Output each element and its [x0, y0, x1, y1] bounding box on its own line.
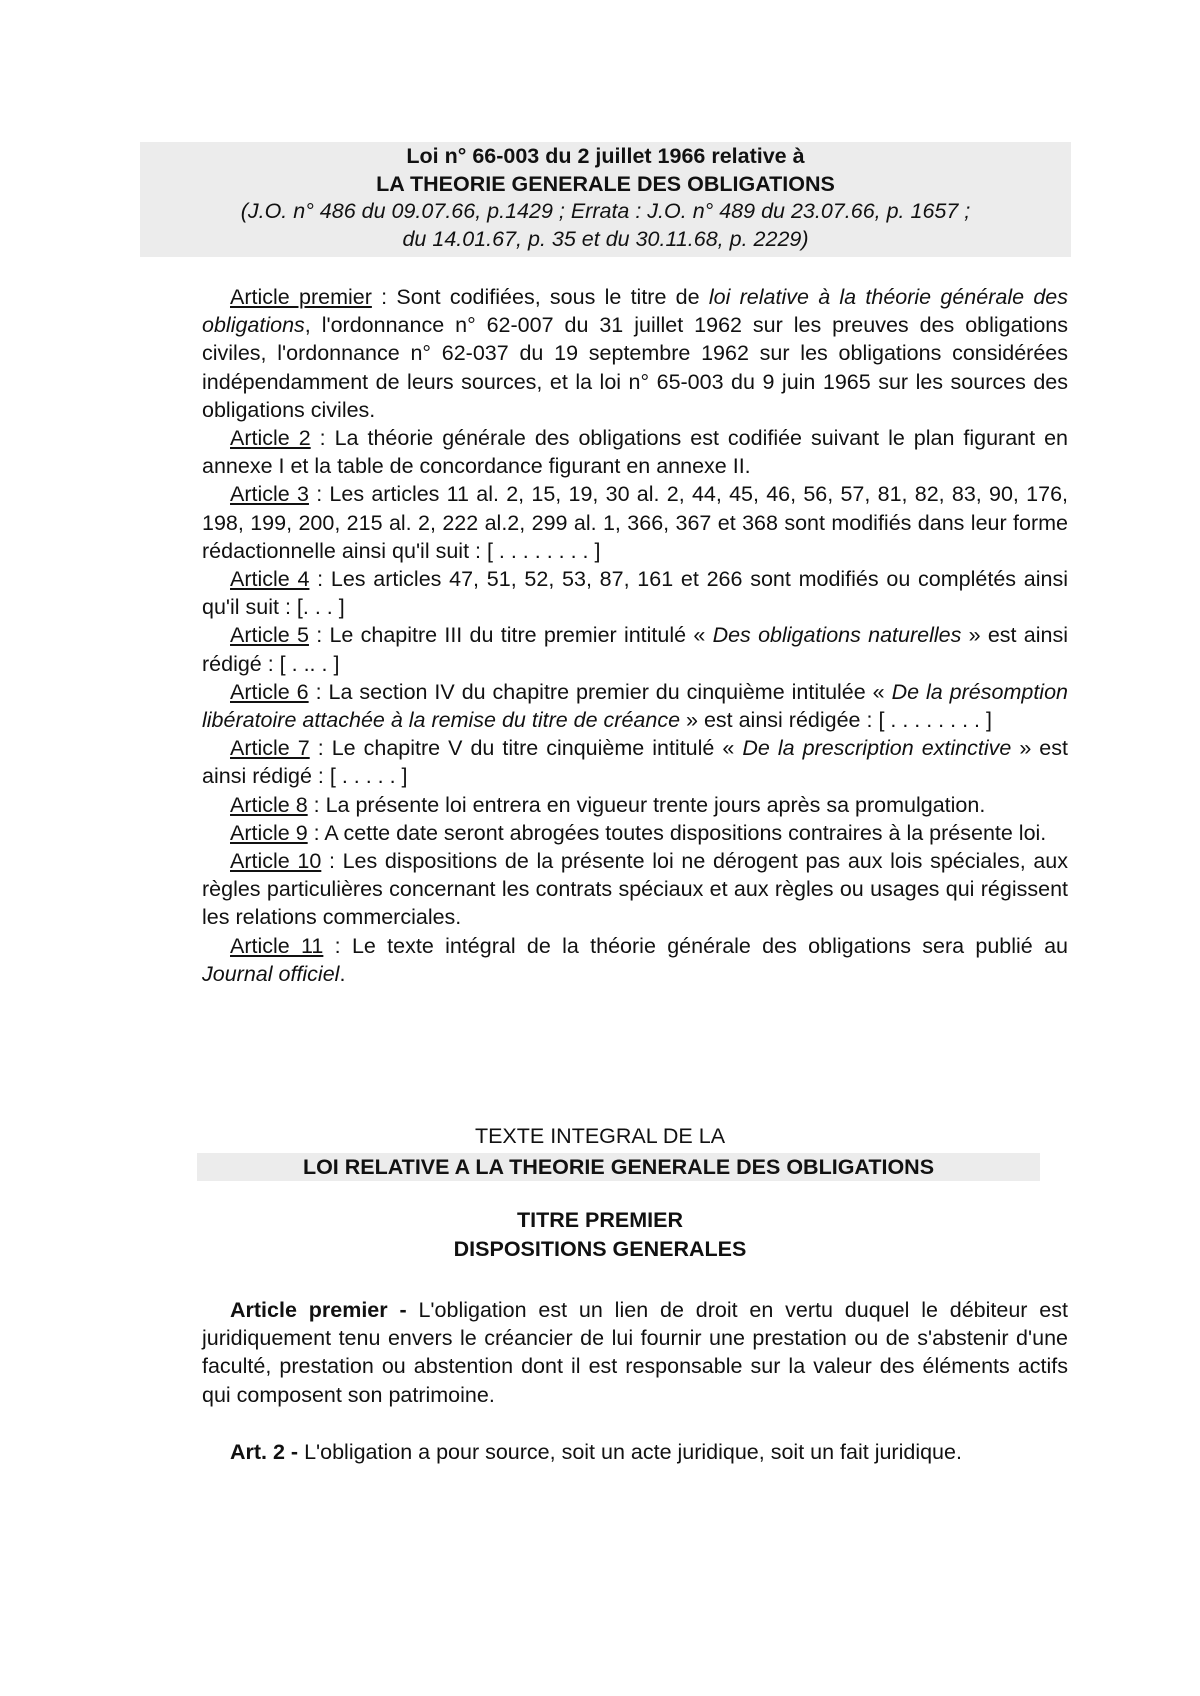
full-text-title: LOI RELATIVE A LA THEORIE GENERALE DES OBLIGATIONS: [197, 1153, 1040, 1181]
article-text: : La théorie générale des obligations est codifiée suivant le plan figurant en annexe I et la table de concordance figurant en annexe II.: [202, 426, 1068, 479]
italic-title: De la présomption libératoire attachée à la remise du titre de créance: [202, 679, 1068, 733]
preamble-paragraph: [202, 424, 1068, 480]
preamble-paragraph: [202, 847, 1068, 932]
article-label: Article 6: [230, 679, 309, 704]
law-title: Loi n° 66-003 du 2 juillet 1966 relative à: [406, 144, 805, 168]
italic-title: Des obligations naturelles: [712, 623, 962, 648]
preamble-paragraph: [202, 565, 1068, 621]
italic-title: loi relative à la théorie générale des obligations: [202, 285, 1068, 338]
italic-title: Journal officiel: [202, 961, 340, 986]
article-text: : Les articles 47, 51, 52, 53, 87, 161 et 266 sont modifiés ou complétés ainsi qu'il suit : [. . . ]: [202, 567, 1068, 620]
article-paragraph: [202, 1438, 1068, 1466]
law-header: [140, 142, 1071, 257]
article-label: Article 5: [230, 623, 309, 648]
article-label: Article 11: [230, 933, 324, 958]
article-text: : Le chapitre III du titre premier intitulé «: [308, 623, 713, 648]
article-text: : A cette date seront abrogées toutes dispositions contraires à la présente loi.: [307, 820, 1047, 845]
article-label: Article 7: [230, 736, 310, 761]
italic-title: De la prescription extinctive: [742, 736, 1012, 761]
article-paragraph: [202, 1296, 1068, 1409]
journal-reference: (J.O. n° 486 du 09.07.66, p.1429 ; Errata : J.O. n° 489 du 23.07.66, p. 1657 ;: [240, 199, 971, 223]
preamble-paragraph: [202, 932, 1068, 988]
article-premier-body: [202, 1296, 1068, 1409]
full-text-heading: TEXTE INTEGRAL DE LA: [474, 1124, 726, 1148]
preamble-paragraph: [202, 819, 1068, 847]
article-text: , l'ordonnance n° 62-007 du 31 juillet 1962 sur les preuves des obligations civiles, l'ordonnance n° 62-037 du 19 septembre 1962 sur les obligations considérées indépendamment de leurs sources, et la loi n° 65-003 du 9 juin 1965 sur les sources des obligations civiles.: [202, 313, 1068, 422]
title-heading: [0, 1206, 1200, 1263]
article-label: Article 9: [230, 820, 308, 845]
preamble-paragraph: [202, 480, 1068, 565]
titre-premier: TITRE PREMIER: [516, 1208, 684, 1232]
preamble-paragraph: [202, 283, 1068, 424]
article-label: Article 3: [230, 482, 309, 507]
article-text: : Sont codifiées, sous le titre de: [371, 285, 709, 309]
article-text: » est ainsi rédigé : [ . . . . . ]: [202, 736, 1068, 789]
journal-reference-continued: du 14.01.67, p. 35 et du 30.11.68, p. 2229): [402, 226, 809, 251]
article-text: » est ainsi rédigé : [ . .. . ]: [202, 623, 1068, 676]
law-subject: LA THEORIE GENERALE DES OBLIGATIONS: [376, 171, 835, 196]
article-text: .: [339, 961, 346, 986]
preamble-paragraph: [202, 621, 1068, 677]
article-label: Article premier -: [230, 1298, 407, 1322]
preamble-paragraph: [202, 678, 1068, 734]
article-text: : La section IV du chapitre premier du cinquième intitulée «: [308, 679, 892, 704]
article-text: : Le chapitre V du titre cinquième intitulé «: [309, 736, 743, 761]
article-text: : Les articles 11 al. 2, 15, 19, 30 al. 2, 44, 45, 46, 56, 57, 81, 82, 83, 90, 176, 198, 199, 200, 215 al. 2, 222 al.2, 299 al. 1, 366, 367 et 368 sont modifiés dans leur forme rédactionnelle ainsi qu'il suit : [ . . . . . . . . ]: [202, 482, 1068, 563]
preamble-paragraph: [202, 791, 1068, 819]
article-text: : La présente loi entrera en vigueur trente jours après sa promulgation.: [307, 792, 986, 817]
article-label: Article premier: [230, 285, 372, 309]
article-text: L'obligation est un lien de droit en vertu duquel le débiteur est juridiquement tenu envers le créancier de lui fournir une prestation ou de s'abstenir d'une faculté, prestation ou abstention dont il est responsable sur la valeur des éléments actifs qui composent son patrimoine.: [202, 1298, 1068, 1407]
article-2-body: [202, 1438, 1068, 1466]
article-label: Article 10: [230, 849, 322, 874]
article-text: » est ainsi rédigée : [ . . . . . . . . ]: [680, 708, 992, 733]
preamble-articles: [202, 283, 1068, 988]
article-label: Article 8: [230, 792, 308, 817]
article-label: Article 4: [230, 567, 310, 592]
preamble-paragraph: [202, 734, 1068, 790]
dispositions-generales: DISPOSITIONS GENERALES: [453, 1236, 747, 1261]
article-text: : Les dispositions de la présente loi ne dérogent pas aux lois spéciales, aux règles particulières concernant les contrats spéciaux et aux règles ou usages qui régissent les relations commerciales.: [202, 849, 1068, 930]
article-label: Article 2: [230, 426, 311, 451]
article-label: Art. 2 -: [230, 1440, 299, 1464]
article-text: L'obligation a pour source, soit un acte juridique, soit un fait juridique.: [298, 1440, 962, 1464]
article-text: : Le texte intégral de la théorie générale des obligations sera publié au: [323, 933, 1068, 958]
